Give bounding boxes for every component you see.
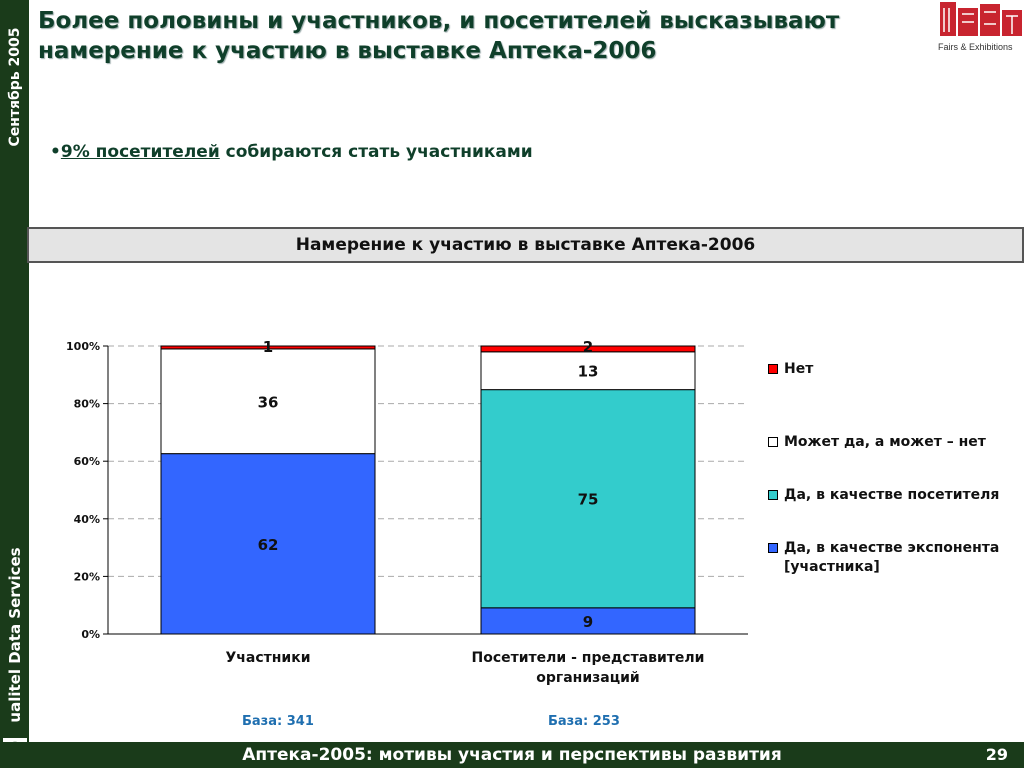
chart-legend bbox=[768, 360, 1018, 577]
data-label: 2 bbox=[582, 338, 594, 356]
y-tick-label: 20% bbox=[73, 570, 100, 584]
base-label-participants: База: 341 bbox=[242, 714, 314, 729]
x-category-label: Посетители - представители bbox=[471, 650, 705, 666]
bullet-highlight: 9% посетителей bbox=[60, 142, 220, 162]
legend-label-exhibitor: Да, в качестве экспонента [участника] bbox=[784, 540, 1000, 575]
data-label: 36 bbox=[257, 393, 279, 412]
data-label: 13 bbox=[577, 362, 599, 381]
legend-swatch-net bbox=[768, 364, 778, 374]
x-category-label: организаций bbox=[536, 670, 640, 686]
y-tick-label: 100% bbox=[66, 340, 100, 353]
chart-title: Намерение к участию в выставке Аптека-2006 bbox=[295, 235, 756, 255]
page-number: 29 bbox=[985, 745, 1008, 764]
legend-label-net: Нет bbox=[784, 361, 814, 377]
data-label: 62 bbox=[257, 535, 279, 554]
brand-logo-caption: Fairs & Exhibitions bbox=[938, 42, 1013, 52]
base-label-visitors: База: 253 bbox=[548, 714, 620, 729]
y-tick-label: 0% bbox=[81, 628, 100, 641]
legend-swatch-exhibitor bbox=[768, 543, 778, 553]
data-label: 9 bbox=[582, 612, 594, 631]
page-title: Более половины и участников, и посетителей высказывают намерение к участию в выставке Аптека-2006 bbox=[38, 8, 840, 64]
side-company-text: ualitel Data Services bbox=[6, 547, 24, 723]
bullet-rest: собираются стать участниками bbox=[219, 142, 533, 162]
side-date-text: Сентябрь 2005 bbox=[7, 27, 23, 147]
legend-item-maybe bbox=[768, 433, 1018, 452]
y-tick-label: 80% bbox=[73, 397, 100, 411]
x-category-label: Участники bbox=[225, 650, 311, 666]
footer-bar bbox=[0, 742, 1024, 768]
bullet-dot: • bbox=[50, 142, 61, 162]
data-label: 75 bbox=[577, 490, 599, 509]
legend-label-visitor: Да, в качестве посетителя bbox=[784, 487, 1000, 503]
footer-title: Аптека-2005: мотивы участия и перспективы развития bbox=[242, 745, 782, 765]
y-tick-label: 40% bbox=[73, 512, 100, 526]
data-label: 1 bbox=[262, 338, 274, 356]
legend-label-maybe: Может да, а может – нет bbox=[784, 434, 986, 450]
legend-swatch-visitor bbox=[768, 490, 778, 500]
legend-item-visitor bbox=[768, 486, 1018, 505]
legend-item-exhibitor bbox=[768, 539, 1018, 577]
legend-swatch-maybe bbox=[768, 437, 778, 447]
legend-item-net bbox=[768, 360, 1018, 379]
y-tick-label: 60% bbox=[73, 455, 100, 469]
